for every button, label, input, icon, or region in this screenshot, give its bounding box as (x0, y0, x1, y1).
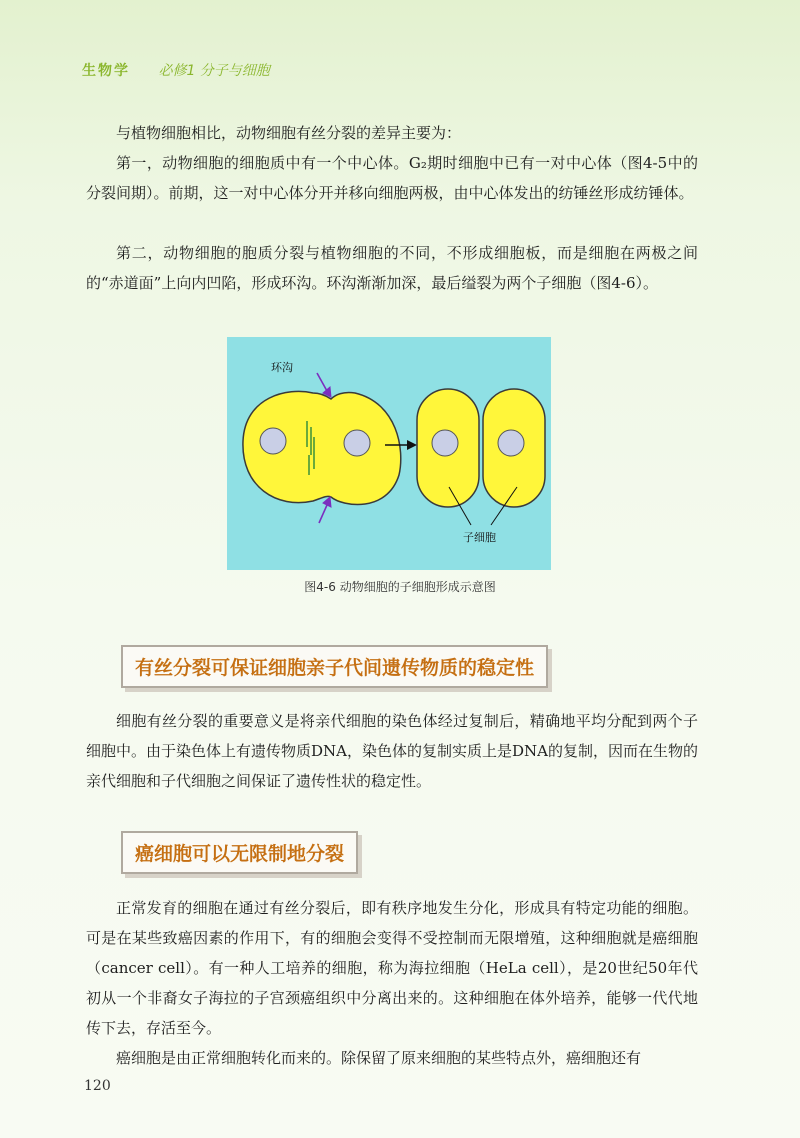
intro-paragraph-1: 与植物细胞相比，动物细胞有丝分裂的差异主要为： (116, 124, 462, 142)
section-heading-cancer-cells: 癌细胞可以无限制地分裂 (121, 831, 358, 874)
daughter-nucleus-left (432, 430, 458, 456)
page-number: 120 (84, 1078, 111, 1094)
daughter-nucleus-right (498, 430, 524, 456)
nucleus-right (344, 430, 370, 456)
daughter-cell-label: 子细胞 (463, 531, 496, 544)
intro-paragraph-3: 第二，动物细胞的胞质分裂与植物细胞的不同，不形成细胞板，而是细胞在两极之间的“赤道面”上向内凹陷，形成环沟。环沟渐渐加深，最后缢裂为两个子细胞（图4-6）。 (86, 244, 698, 292)
nucleus-left (260, 428, 286, 454)
figure-cytokinesis (227, 337, 551, 570)
running-head (82, 60, 270, 80)
figure-caption: 图4-6 动物细胞的子细胞形成示意图 (304, 580, 496, 594)
section-heading-mitosis-stability: 有丝分裂可保证细胞亲子代间遗传物质的稳定性 (121, 645, 548, 688)
section1-paragraph: 细胞有丝分裂的重要意义是将亲代细胞的染色体经过复制后，精确地平均分配到两个子细胞中。由于染色体上有遗传物质DNA，染色体的复制实质上是DNA的复制，因而在生物的亲代细胞和子代细胞之间保证了遗传性状的稳定性。 (86, 712, 698, 790)
furrow-label: 环沟 (271, 361, 293, 374)
cell-division-diagram (227, 337, 551, 570)
section2-paragraph-1: 正常发育的细胞在通过有丝分裂后，即有秩序地发生分化，形成具有特定功能的细胞。可是在某些致癌因素的作用下，有的细胞会变得不受控制而无限增殖，这种细胞就是癌细胞（cancer cell）。有一种人工培养的细胞，称为海拉细胞（HeLa cell），是20世纪50年代初从一个非裔女子海拉的子宫颈癌组织中分离出来的。这种细胞在体外培养，能够一代代地传下去，存活至今。 (86, 899, 698, 1037)
intro-paragraph-2: 第一，动物细胞的细胞质中有一个中心体。G₂期时细胞中已有一对中心体（图4-5中的分裂间期）。前期，这一对中心体分开并移向细胞两极，由中心体发出的纺锤丝形成纺锤体。 (86, 154, 698, 202)
volume-title: 必修1 分子与细胞 (158, 63, 270, 79)
book-title: 生物学 (82, 63, 130, 79)
section2-paragraph-2: 癌细胞是由正常细胞转化而来的。除保留了原来细胞的某些特点外，癌细胞还有 (116, 1049, 642, 1067)
